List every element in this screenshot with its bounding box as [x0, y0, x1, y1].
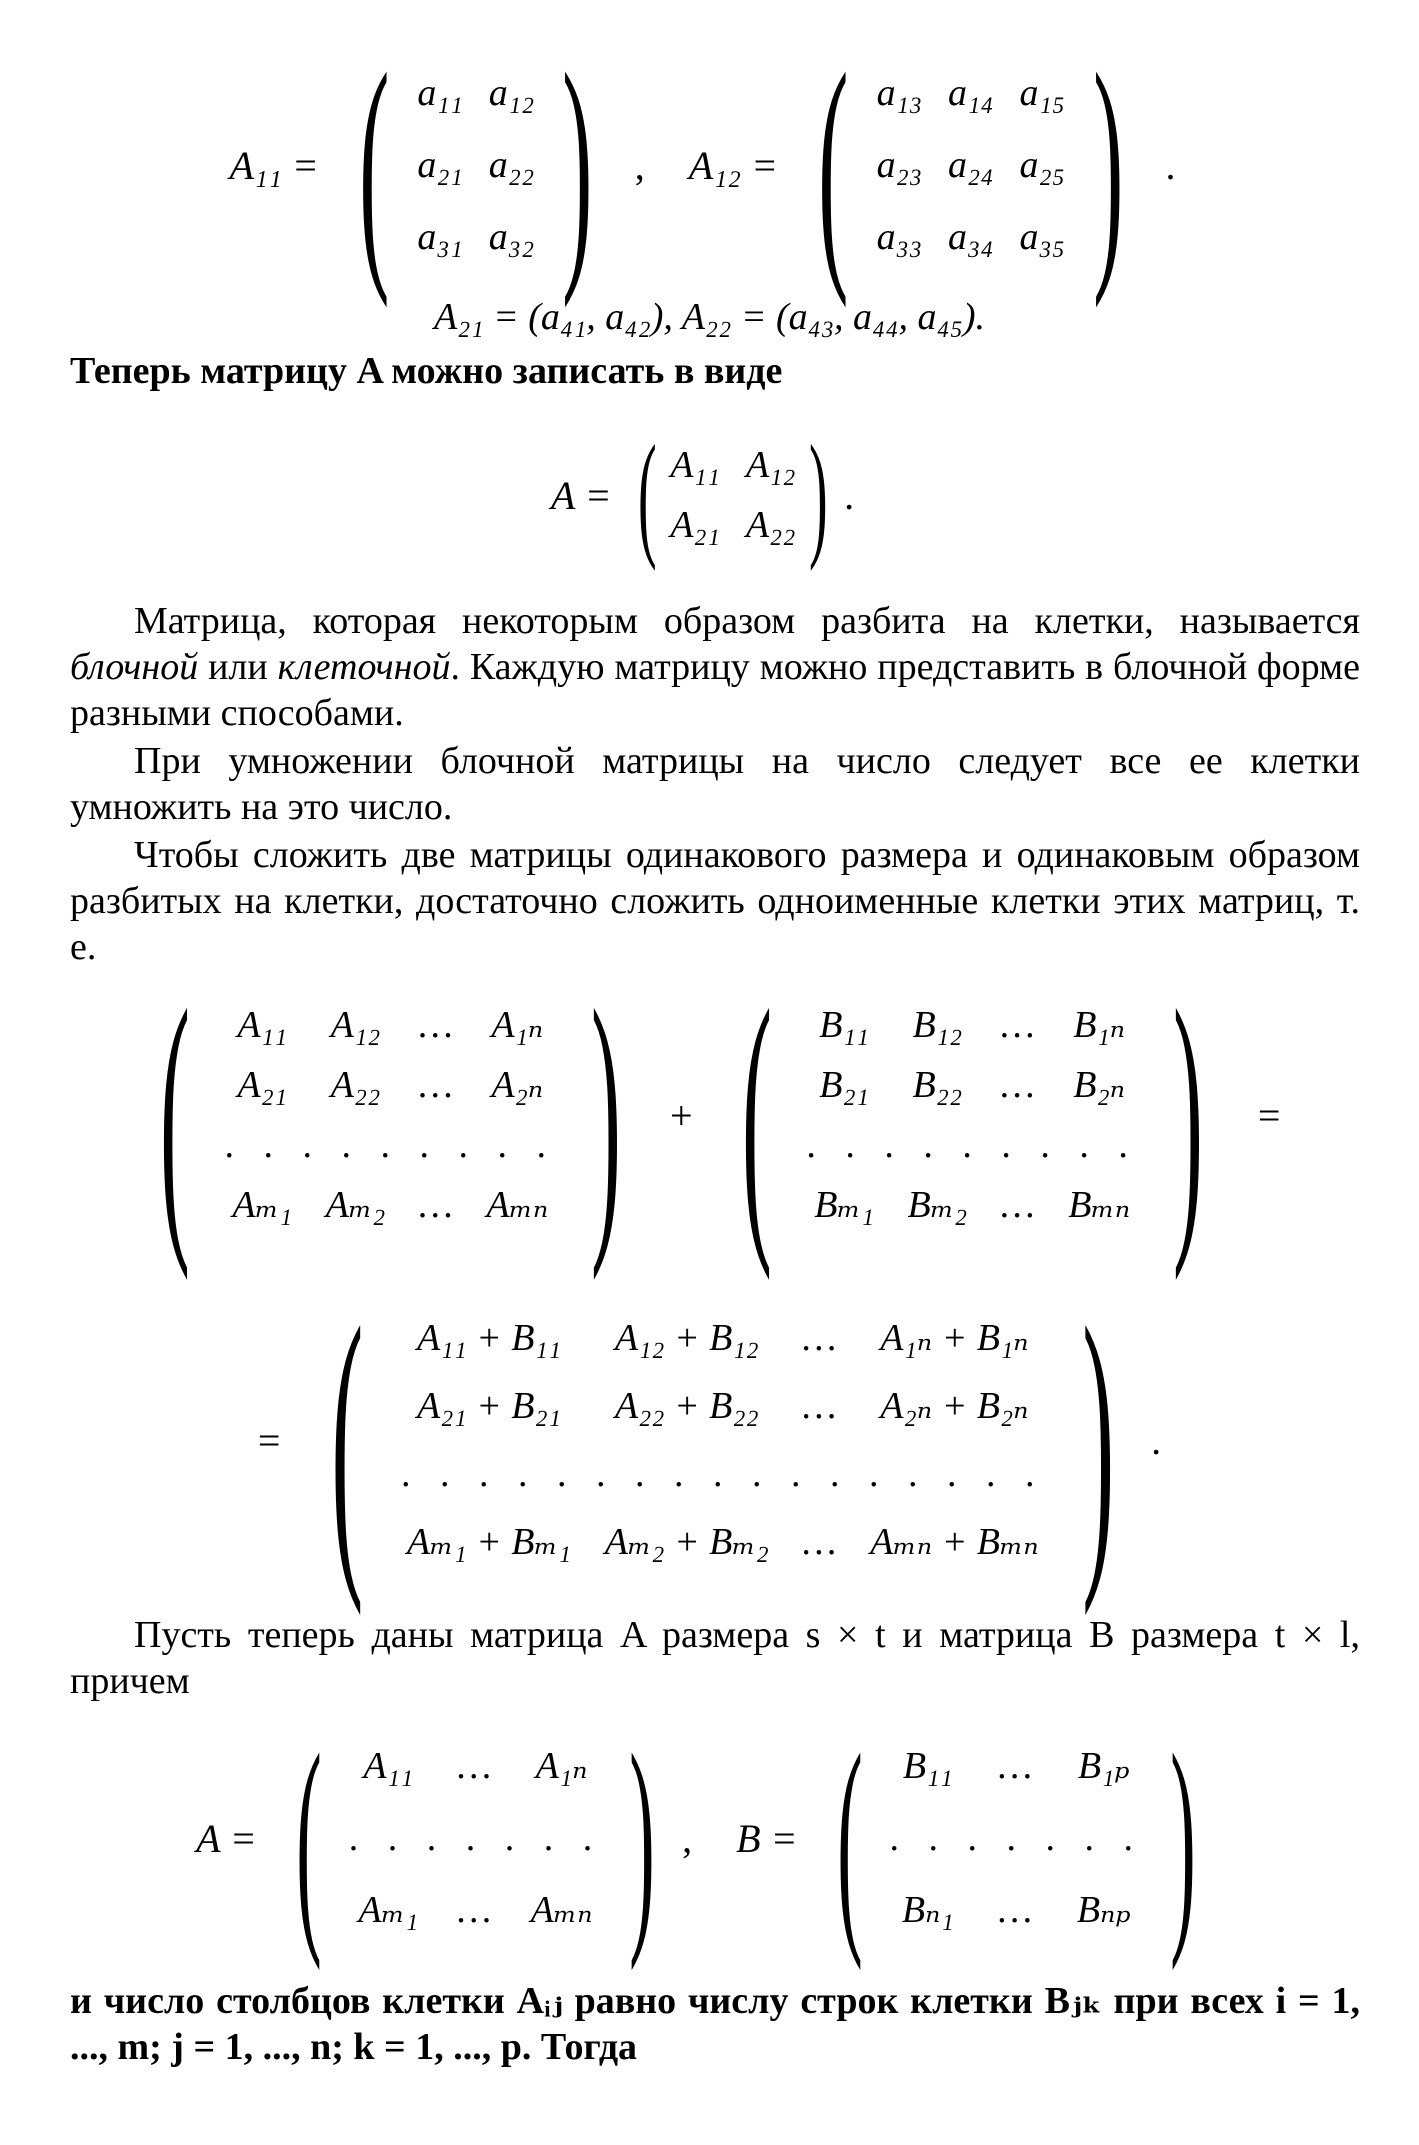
matrix-cell: a₂₃: [876, 144, 923, 186]
matrix-cell: a₁₁: [417, 72, 463, 114]
matrix-cell: …: [998, 1889, 1033, 1931]
matrix-cell: Aₘ₁ + Bₘ₁: [406, 1521, 572, 1563]
matrix-cell: …: [1000, 1184, 1035, 1226]
matrix-cell: a₃₅: [1019, 216, 1065, 258]
paragraph-block-matrix: [70, 598, 1360, 736]
right-paren-icon: ): [1093, 21, 1124, 309]
a12-label: A₁₂ =: [688, 142, 779, 188]
matrix-cell: a₂₅: [1019, 144, 1065, 186]
matrix-a-mn: [269, 1705, 682, 1971]
matrix-cell: Bₘ₂: [907, 1184, 968, 1226]
matrix-cell: …: [418, 1064, 453, 1106]
period: .: [1165, 142, 1176, 188]
matrix-cell: B₁₁: [902, 1745, 953, 1787]
matrix-cell: …: [418, 1004, 453, 1046]
equation-block-sum-result: [0, 1263, 1419, 1617]
matrix-a11: [331, 21, 621, 309]
left-paren-icon: (: [637, 417, 657, 572]
matrix-cell: …: [418, 1184, 453, 1226]
comma: ,: [682, 1815, 693, 1861]
matrix-cell: a₂₄: [948, 144, 994, 186]
matrix-cell: A₂₁: [670, 504, 720, 546]
matrix-cell: Bₘₙ: [1068, 1184, 1131, 1226]
equation-a-b-blocks: [0, 1705, 1419, 1971]
matrix-cell: a₃₁: [417, 216, 463, 258]
matrix-cell: a₃₂: [488, 216, 535, 258]
matrix-cell: A₁₂: [330, 1004, 381, 1046]
left-paren-icon: (: [818, 21, 849, 309]
matrix-cell: …: [998, 1745, 1033, 1787]
matrix-b-np-cells: [889, 1747, 1143, 1929]
term-cellular: клеточной: [277, 646, 451, 688]
left-paren-icon: (: [331, 1263, 364, 1617]
matrix-cell: Bₙ₁: [901, 1889, 954, 1931]
right-paren-icon: ): [1172, 949, 1203, 1281]
matrix-cell: A₁ₙ: [491, 1004, 544, 1046]
matrix-cell: Aₘ₁: [232, 1184, 293, 1226]
matrix-cell: A₂₁ + B₂₁: [417, 1385, 561, 1427]
a11-label: A₁₁ =: [229, 142, 319, 188]
matrix-a11-cells: [417, 74, 534, 256]
matrix-a-blocks-cells: [670, 446, 795, 544]
right-paren-icon: ): [562, 21, 593, 309]
matrix-dots-row: . . . . . . . . .: [224, 1124, 557, 1166]
matrix-dots-row: . . . . . . .: [348, 1817, 603, 1859]
text-rewrite-matrix: Теперь матрицу A можно записать в виде: [70, 350, 783, 392]
equation-a11-a12: [0, 21, 1419, 309]
matrix-cell: a₂₁: [417, 144, 463, 186]
matrix-cell: A₂₂ + B₂₂: [614, 1385, 759, 1427]
matrix-cell: A₂ₙ: [491, 1064, 544, 1106]
matrix-cell: …: [1000, 1064, 1035, 1106]
para1-b: или: [198, 646, 278, 688]
paragraph-scalar-multiplication: При умножении блочной матрицы на число следует все ее клетки умножить на это число.: [70, 740, 1360, 828]
left-paren-icon: (: [159, 949, 190, 1281]
left-paren-icon: (: [836, 1705, 863, 1971]
paragraph-addition: Чтобы сложить две матрицы одинакового размера и одинаковым образом разбитых на клетки, достаточно сложить одноименные клетки этих матриц, т. е.: [70, 834, 1360, 968]
left-paren-icon: (: [358, 21, 390, 309]
matrix-dots-row: . . . . . . . . .: [806, 1124, 1138, 1166]
period: .: [844, 472, 855, 518]
matrix-a-blocks: [624, 417, 843, 572]
right-paren-icon: ): [590, 949, 621, 1281]
period: .: [1151, 1417, 1162, 1463]
paragraph-multiplication-setup: Пусть теперь даны матрица A размера s × t и матрица B размера t × l, причем: [70, 1614, 1360, 1702]
matrix-cell: Aₘ₁: [358, 1889, 419, 1931]
matrix-cell: B₁ₚ: [1077, 1745, 1130, 1787]
para1-a: Матрица, которая некоторым образом разбита на клетки, называется: [134, 600, 1360, 642]
matrix-cell: a₁₃: [876, 72, 923, 114]
matrix-sum: [294, 1263, 1151, 1617]
left-paren-icon: (: [295, 1705, 322, 1971]
matrix-cell: …: [457, 1745, 492, 1787]
left-paren-icon: (: [741, 949, 772, 1281]
matrix-cell: A₂ₙ + B₂ₙ: [880, 1385, 1029, 1427]
matrix-dots-row: . . . . . . .: [889, 1817, 1143, 1859]
right-paren-icon: ): [1170, 1705, 1196, 1971]
a-label: A =: [550, 472, 612, 518]
equation-block-sum: [0, 949, 1419, 1281]
matrix-cell: Aₘₙ: [486, 1184, 549, 1226]
right-paren-icon: ): [809, 417, 829, 572]
equals-sign: =: [1257, 1092, 1281, 1138]
matrix-cell: A₁₂ + B₁₂: [614, 1317, 759, 1359]
matrix-cell: B₁₂: [912, 1004, 963, 1046]
matrix-cell: Aₘ₂ + Bₘ₂: [604, 1521, 769, 1563]
b-label: B =: [736, 1815, 798, 1861]
right-paren-icon: ): [629, 1705, 655, 1971]
matrix-cell: Bₙₚ: [1076, 1889, 1131, 1931]
matrix-b-np: [810, 1705, 1223, 1971]
matrix-cell: a₁₄: [948, 72, 994, 114]
a-label: A =: [196, 1815, 257, 1861]
matrix-cell: B₂₁: [819, 1064, 869, 1106]
matrix-cell: Aₘₙ: [530, 1889, 593, 1931]
matrix-cell: A₂₂: [330, 1064, 381, 1106]
plus-sign: +: [669, 1092, 693, 1138]
matrix-cell: …: [457, 1889, 492, 1931]
matrix-cell: Aₘ₂: [325, 1184, 386, 1226]
matrix-cell: Bₘ₁: [814, 1184, 874, 1226]
matrix-a12: [790, 21, 1151, 309]
comma: ,: [634, 142, 645, 188]
matrix-cell: A₁ₙ + B₁ₙ: [880, 1317, 1029, 1359]
equation-a21-a22: [0, 292, 1419, 342]
matrix-dots-row: . . . . . . . . . . . . . . . . .: [401, 1453, 1045, 1495]
matrix-cell: A₂₁: [237, 1064, 287, 1106]
matrix-cell: A₁ₙ: [535, 1745, 588, 1787]
matrix-a-general: [125, 949, 656, 1281]
matrix-sum-cells: [401, 1319, 1045, 1561]
matrix-a12-cells: [877, 74, 1065, 256]
para1-c: . Каждую матрицу можно представить в блочной форме разными способами.: [70, 646, 1360, 734]
matrix-cell: A₂₂: [745, 504, 796, 546]
matrix-a-general-cells: [225, 1006, 557, 1224]
matrix-cell: A₁₁: [670, 444, 720, 486]
matrix-cell: B₁ₙ: [1073, 1004, 1126, 1046]
matrix-b-general-cells: [806, 1006, 1138, 1224]
matrix-cell: …: [802, 1521, 837, 1563]
matrix-cell: a₃₄: [948, 216, 994, 258]
term-block: блочной: [70, 646, 199, 688]
equals-sign: =: [257, 1417, 281, 1463]
matrix-cell: B₁₁: [819, 1004, 869, 1046]
matrix-cell: a₁₅: [1019, 72, 1065, 114]
matrix-cell: a₁₂: [488, 72, 535, 114]
matrix-b-general: [707, 949, 1238, 1281]
equation-a21-a22-text: A₂₁ = (a₄₁, a₄₂), A₂₂ = (a₄₃, a₄₄, a₄₅).: [433, 296, 986, 338]
equation-a-blocks: [0, 417, 1419, 572]
matrix-cell: B₂ₙ: [1073, 1064, 1126, 1106]
matrix-cell: A₁₁: [363, 1745, 414, 1787]
matrix-cell: …: [802, 1385, 837, 1427]
matrix-cell: a₂₂: [488, 144, 535, 186]
matrix-cell: Aₘₙ + Bₘₙ: [870, 1521, 1039, 1563]
matrix-cell: …: [802, 1317, 837, 1359]
matrix-cell: A₁₁ + B₁₁: [417, 1317, 561, 1359]
paragraph-block-condition: и число столбцов клетки Aᵢⱼ равно числу строк клетки Bⱼₖ при всех i = 1, ..., m; j = 1, ..., n; k = 1, ..., p. Тогда: [70, 1980, 1360, 2068]
matrix-cell: B₂₂: [912, 1064, 963, 1106]
matrix-cell: A₁₁: [237, 1004, 287, 1046]
matrix-a-mn-cells: [349, 1747, 603, 1929]
matrix-cell: …: [1000, 1004, 1035, 1046]
matrix-cell: a₃₃: [876, 216, 923, 258]
right-paren-icon: ): [1081, 1263, 1114, 1617]
matrix-cell: A₁₂: [745, 444, 796, 486]
